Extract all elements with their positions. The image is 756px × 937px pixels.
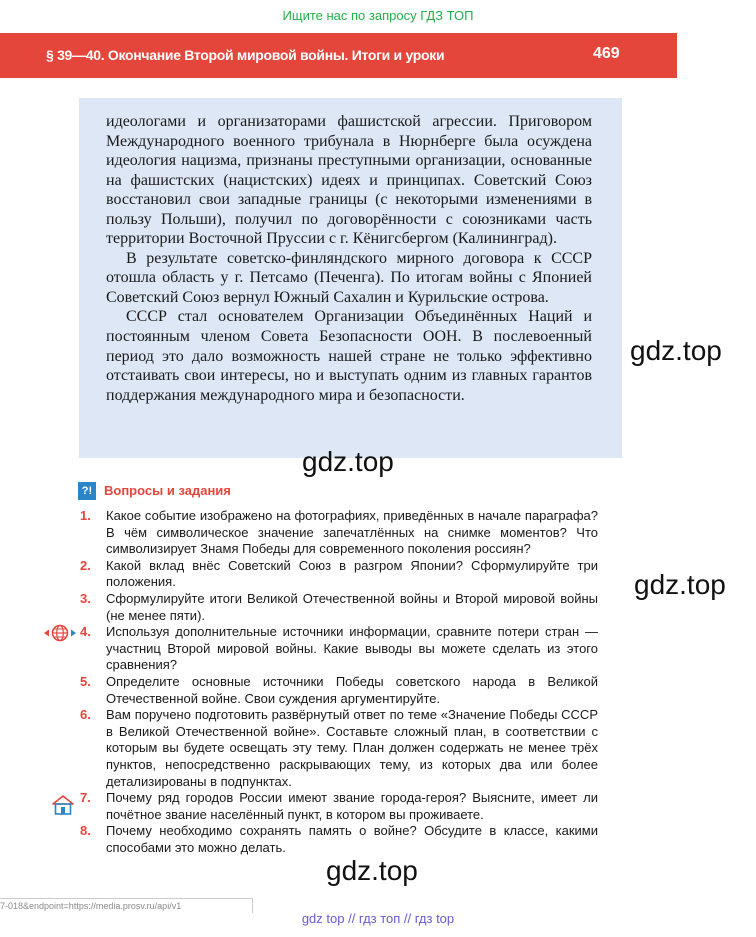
list-item (78, 624, 598, 674)
home-task-icon (52, 795, 74, 815)
question-text: Сформулируйте итоги Великой Отечественной войны и Второй мировой войны (не менее пяти). (106, 590, 598, 623)
url-tooltip: 7-018&endpoint=https://media.prosv.ru/api/v1 (0, 898, 253, 913)
watermark: gdz.top (326, 855, 418, 886)
summary-text (106, 112, 592, 405)
question-text: Почему необходимо сохранять память о войне? Обсудите в классе, какими способами это можно делать. (106, 823, 598, 855)
list-item (78, 823, 598, 856)
list-item (78, 790, 598, 823)
question-text: Используя дополнительные источники информации, сравните потери стран — участниц Второй мировой войны. Какие выводы вы можете сделать из этого сравнения? (106, 624, 598, 673)
question-number: 1. (80, 508, 91, 523)
watermark: gdz.top (302, 446, 394, 477)
list-item (78, 558, 598, 591)
paragraph: В результате советско-финляндского мирного договора к СССР отошла область у г. Петсамо (Печенга). По итогам войны с Японией Советский Союз вернул Южный Сахалин и Курильские острова. (106, 249, 592, 306)
question-text: Определите основные источники Победы советского народа в Великой Отечественной войне. Свои суждения аргументируйте. (106, 673, 598, 706)
list-item (78, 591, 598, 624)
questions-title: Вопросы и задания (104, 483, 231, 498)
question-number: 8. (80, 823, 91, 839)
question-text: Какое событие изображено на фотографиях, приведённых в начале параграфа? В чём символическое значение запечатлённых на снимке моментов? Что символизирует Знамя Победы для современного поколения россиян? (106, 508, 598, 557)
watermark: gdz.top (630, 335, 722, 366)
question-exclamation-icon: ?! (78, 482, 96, 500)
question-number: 6. (80, 707, 91, 723)
questions-list (78, 508, 598, 856)
paragraph: идеологами и организаторами фашистской агрессии. Приговором Международного военного трибунала в Нюрнберге была осуждена идеология нацизма, признаны преступными организации, основанные на фашистских (нацистских) идеях и принципах. Советский Союз восстановил свои западные границы (с некоторыми изменениями в пользу Польши), получил по договорённости с союзниками часть территории Восточной Пруссии с г. Кёнигсбергом (Калининград). (106, 113, 592, 248)
question-text: Вам поручено подготовить развёрнутый ответ по теме «Значение Победы СССР в Великой Отечественной войне». Составьте сложный план, в соответствии с которым вы будете освещать эту тему. План должен содержать не менее трёх пунктов, непосредственно раскрывающих тему, из которых два или более детализированы в подпунктах. (106, 707, 598, 789)
footer-links[interactable]: gdz top // гдз топ // гдз top (301, 911, 455, 926)
question-text: Почему ряд городов России имеют звание города-героя? Выясните, имеет ли почётное звание населённый пункт, в котором вы проживаете. (106, 790, 598, 822)
search-hint-link[interactable]: Ищите нас по запросу ГДЗ ТОП (282, 8, 474, 23)
chapter-header-bar (0, 33, 677, 78)
question-number: 3. (80, 590, 91, 606)
watermark: gdz.top (634, 569, 726, 600)
list-item (78, 674, 598, 707)
question-number: 2. (80, 557, 91, 573)
globe-icon (44, 624, 76, 642)
question-number: 5. (80, 673, 91, 689)
list-item (78, 508, 598, 558)
list-item (78, 707, 598, 790)
question-number: 7. (80, 790, 91, 806)
paragraph: СССР стал основателем Организации Объединённых Наций и постоянным членом Совета Безопасности ООН. В послевоенный период это дало возможность нашей стране не только эффективно отстаивать свои интересы, но и выступать одним из главных гарантов поддержания международного мира и безопасности. (106, 308, 592, 404)
question-number: 4. (80, 624, 91, 640)
page-number: 469 (593, 45, 620, 62)
section-title: § 39—40. Окончание Второй мировой войны. Итоги и уроки (46, 47, 445, 63)
question-text: Какой вклад внёс Советский Союз в разгром Японии? Сформулируйте три положения. (106, 557, 598, 590)
